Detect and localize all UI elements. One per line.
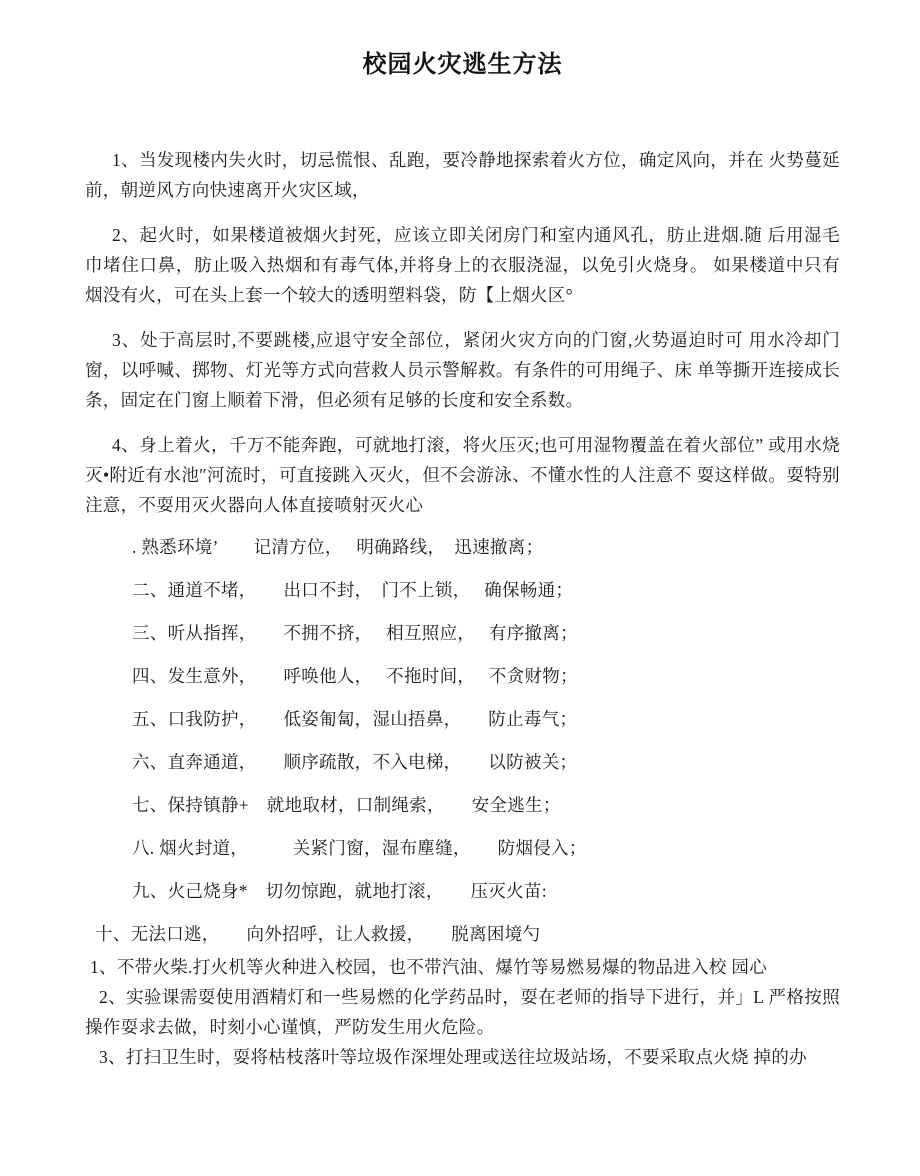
bottom-paragraph-1: 1、不带火柴.打火机等火种进入校园，也不带汽油、爆竹等易燃易爆的物品进入校 园心 [90, 957, 767, 977]
intro-paragraph-1: 1、当发现楼内失火时，切忌慌恨、乱跑，要冷静地探索着火方位，确定风向，并在 火势蔓延前，朝逆风方向快速离开火灾区域， [85, 150, 840, 200]
intro-paragraph-4: 4、身上着火，千万不能奔跑，可就地打滚，将火压灭;也可用湿物覆盖在着火部位” 或用水烧灭•附近有水池″河流时，可直接跳入灭火，但不会游泳、不懂水性的人注意不 耍这样做。耍特别注意，不耍用灭火器向人体直接喷射灭火心 [85, 435, 840, 515]
safety-rule-line-10: 十、无法口逃， 向外招呼，让人救援， 脱离困境勺 [95, 924, 541, 944]
safety-rule-line-3: 三、听从指挥， 不拥不挤， 相互照应， 有序撤离； [132, 623, 578, 643]
safety-rule-line-7: 七、保持镇静+ 就地取材，口制绳索， 安全逃生； [132, 795, 561, 815]
intro-paragraph-3: 3、处于高层时,不要跳楼,应退守安全部位，紧闭火灾方向的门窗,火势逼迫时可 用水冷却门窗，以呼喊、掷物、灯光等方式向营救人员示警解救。有条件的可用绳子、床 单等撕开连接成长条，固定在门窗上顺着下滑，但必须有足够的长度和安全系数。 [85, 330, 840, 410]
safety-rule-line-1: . 熟悉环境’ 记清方位， 明确路线， 迅速撤离； [132, 537, 544, 557]
safety-rule-line-5: 五、口我防护， 低姿匍匐，湿山捂鼻， 防止毒气； [132, 709, 578, 729]
safety-rule-line-9: 九、火己烧身* 切勿惊跑，就地打滚， 压灭火苗: [132, 881, 547, 901]
safety-rule-line-4: 四、发生意外， 呼唤他人， 不拖时间， 不贪财物； [132, 666, 578, 686]
safety-rule-line-6: 六、直奔通道， 顺序疏散，不入电梯， 以防被关； [132, 752, 578, 772]
bottom-paragraph-2: 2、实验课需耍使用酒精灯和一些易燃的化学药品时，耍在老师的指导下进行，并」L 严格按照操作耍求去做，时刻小心谨慎，严防发生用火危险。 [85, 987, 840, 1037]
safety-rule-line-8: 八. 烟火封道， 关紧门窗，湿布塵缝， 防烟侵入； [132, 838, 587, 858]
bottom-paragraph-3: 3、打扫卫生时，耍将枯枝落叶等垃圾作深埋处理或送往垃圾站场，不要采取点火烧 掉的办 [99, 1047, 807, 1067]
safety-rules-list [85, 535, 840, 946]
document-title: 校园火灾逃生方法 [362, 52, 563, 78]
safety-rule-line-2: 二、通道不堵， 出口不封， 门不上锁， 确保畅通； [132, 580, 574, 600]
intro-paragraph-2: 2、起火时，如果楼道被烟火封死，应该立即关闭房门和室内通风孔，肪止进烟.随 后用湿毛巾堵住口鼻，肪止吸入热烟和有毒气体,并将身上的衣服浇湿，以免引火烧身。 如果楼道中只有烟没有火，可在头上套一个较大的透明塑料袋，防【上烟火区° [85, 225, 840, 305]
